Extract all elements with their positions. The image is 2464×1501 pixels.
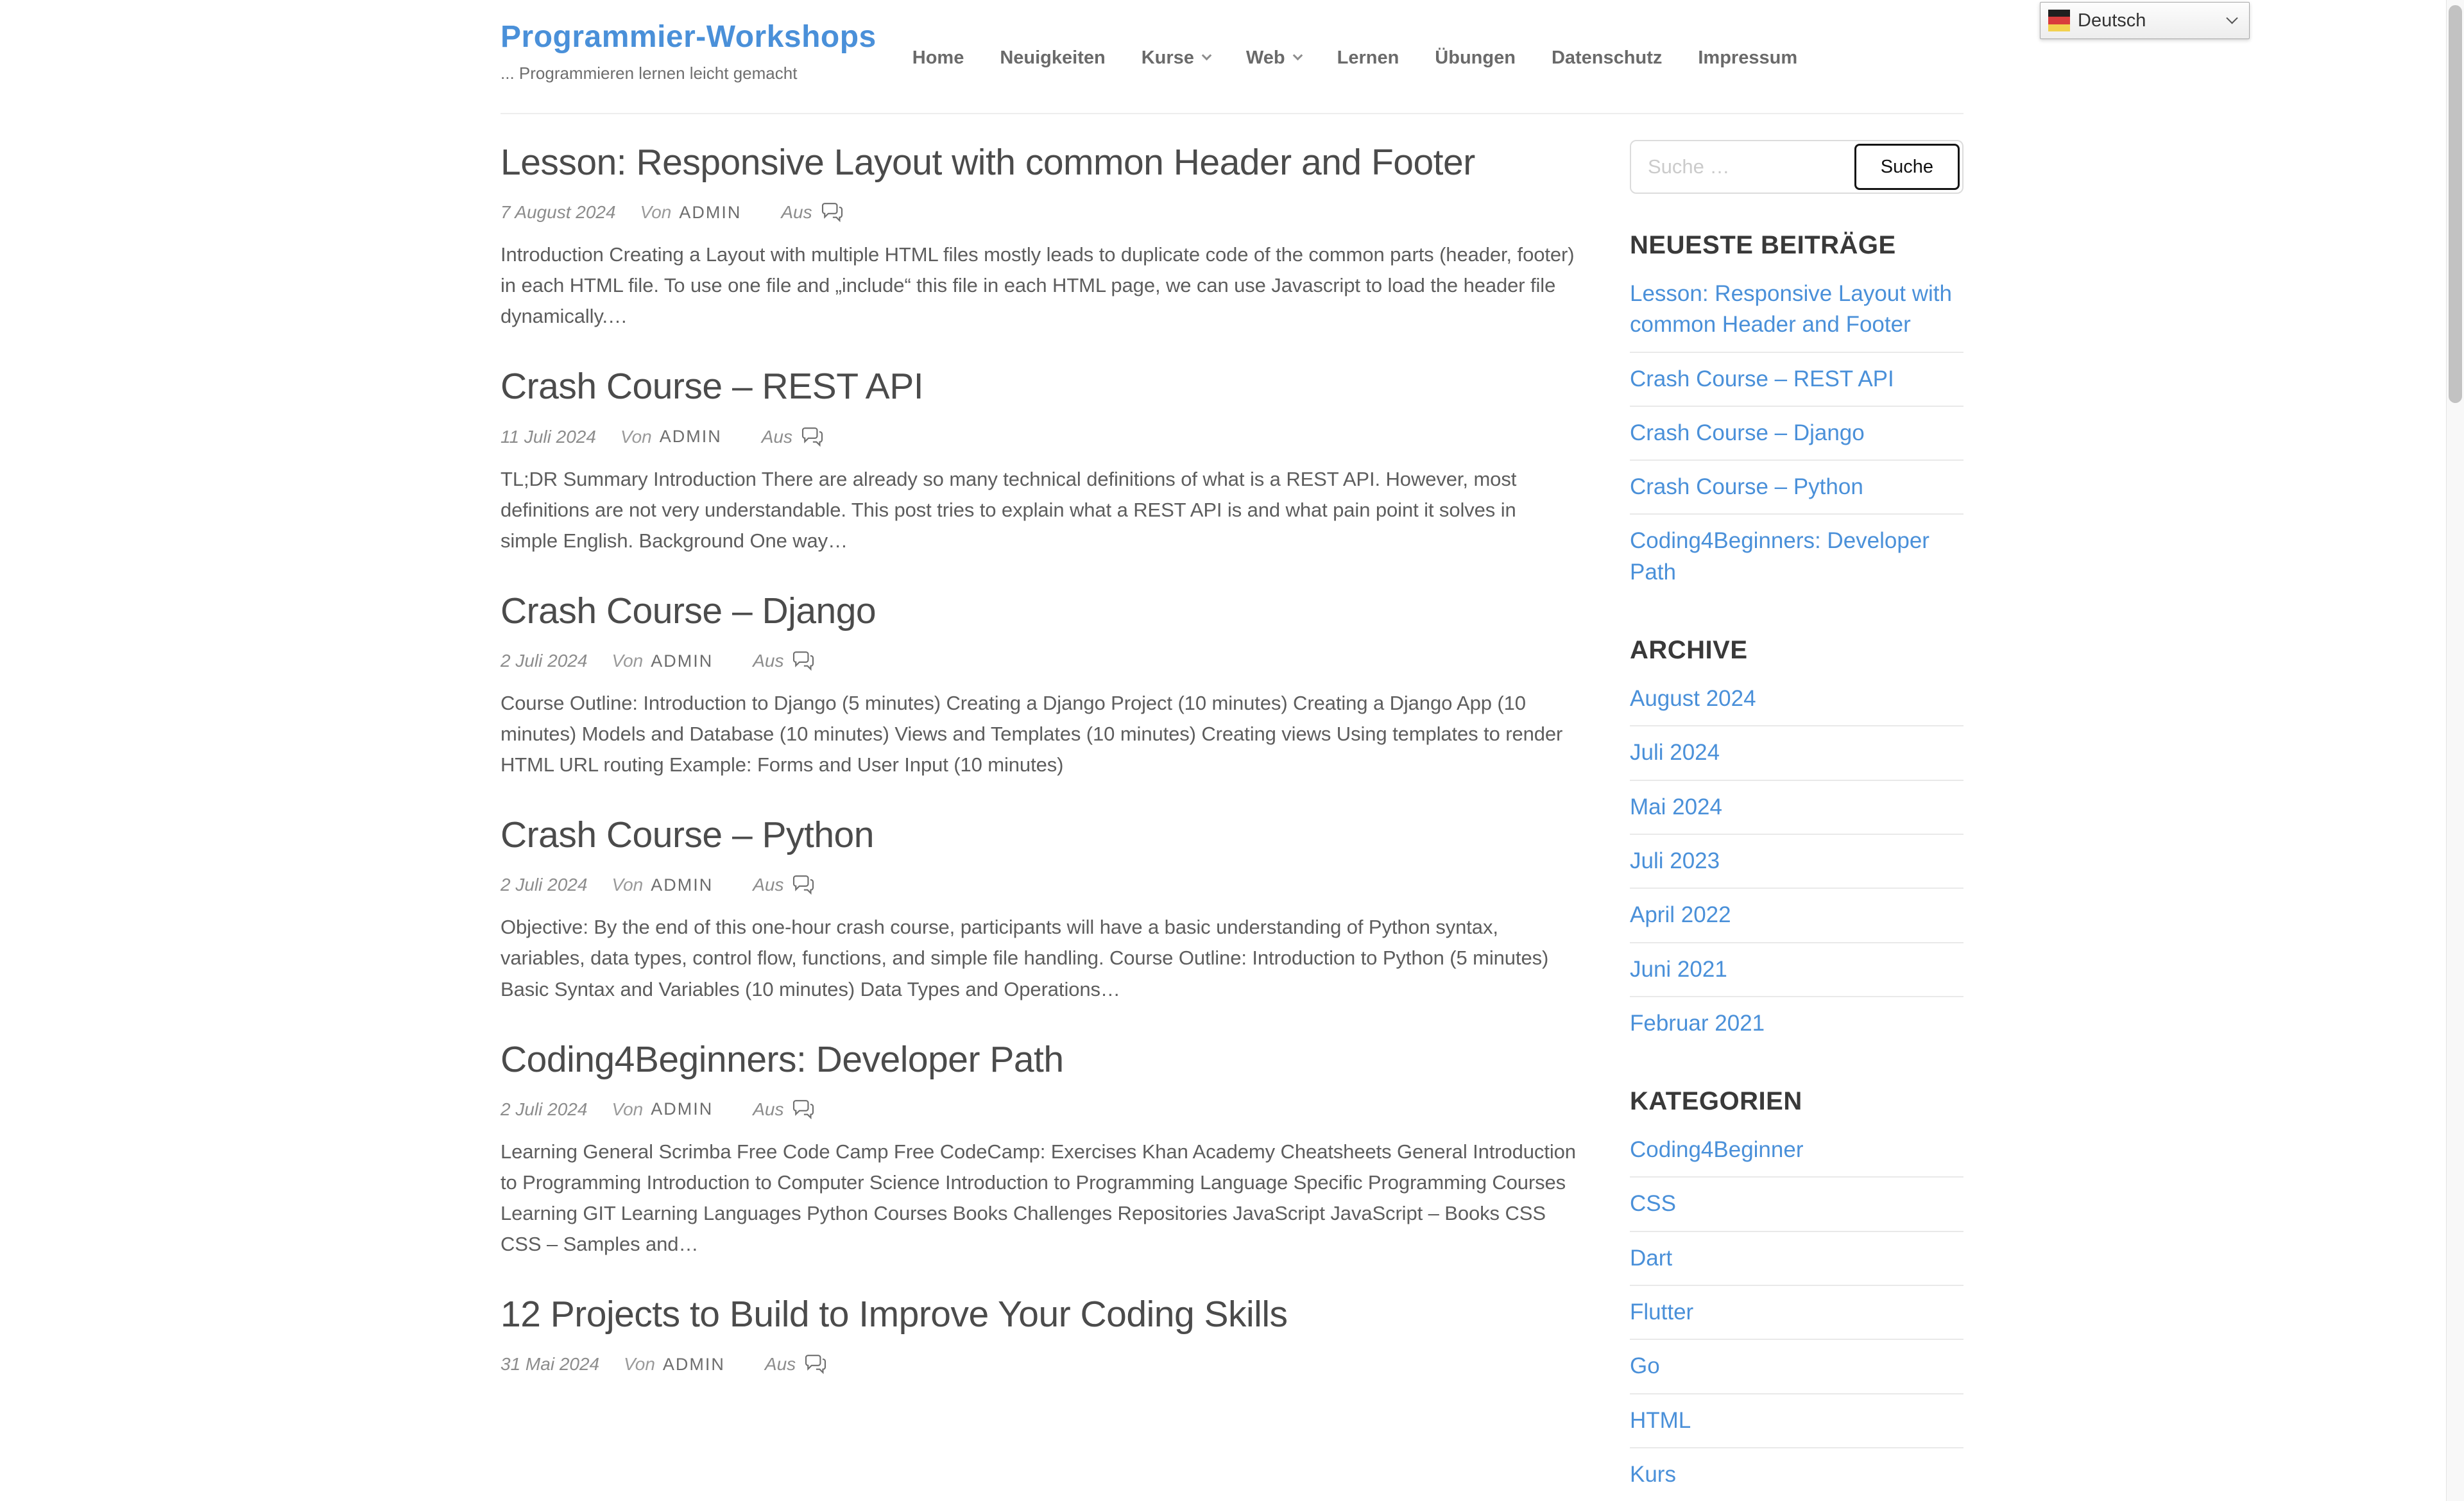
byline-label: Von xyxy=(624,1354,655,1375)
post-title xyxy=(501,812,1579,858)
post-meta xyxy=(501,427,1579,447)
widget-link[interactable]: Kurs xyxy=(1630,1461,1676,1487)
nav-item-impressum[interactable] xyxy=(1698,47,1797,69)
widget-title: NEUESTE BEITRÄGE xyxy=(1630,231,1896,259)
widget-link[interactable]: Juli 2023 xyxy=(1630,848,1720,873)
post-excerpt: Course Outline: Introduction to Django (5 minutes) Creating a Django Project (10 minutes) Creating a Django App (10 minutes) Models and Database (10 minutes) Views and Templates (10 minutes) Creating views Using templates to render HTML URL routing Example: Forms and User Input (10 minutes) xyxy=(501,692,1563,776)
post-title xyxy=(501,1292,1579,1337)
comments-status: Aus xyxy=(764,1354,796,1375)
widget-link[interactable]: Februar 2021 xyxy=(1630,1010,1765,1036)
widget-list-item xyxy=(1630,726,1964,780)
comments-status: Aus xyxy=(753,1099,784,1119)
widget-link[interactable]: Crash Course – REST API xyxy=(1630,366,1894,391)
nav-item-übungen[interactable] xyxy=(1435,47,1516,69)
widget-list-item xyxy=(1630,268,1964,353)
byline-label: Von xyxy=(640,202,672,223)
post-excerpt: Introduction Creating a Layout with multiple HTML files mostly leads to duplicate code of the common parts (header, footer) in each HTML file. To use one file and „include“ this file in each HTML page, we can use Javascript to load the header file dynamically.… xyxy=(501,243,1575,328)
widget-title: ARCHIVE xyxy=(1630,636,1748,665)
post-date: 31 Mai 2024 xyxy=(501,1354,600,1375)
posts-column xyxy=(501,140,1579,1501)
comments-off-icon xyxy=(792,1099,814,1120)
post-meta xyxy=(501,1354,1579,1375)
widget-list-item xyxy=(1630,997,1964,1050)
content-area xyxy=(501,114,1964,1501)
nav-item-label: Datenschutz xyxy=(1551,47,1663,68)
widget-list xyxy=(1630,268,1964,599)
chevron-down-icon xyxy=(1202,51,1212,61)
widget-list-item xyxy=(1630,407,1964,461)
sidebar-widget xyxy=(1630,231,1964,599)
post-author-link[interactable]: ADMIN xyxy=(651,1099,714,1119)
widget-list-item xyxy=(1630,673,1964,726)
nav-item-label: Neuigkeiten xyxy=(1000,47,1106,68)
widget-link[interactable]: Go xyxy=(1630,1353,1660,1379)
post-title-link[interactable]: Crash Course – REST API xyxy=(501,366,924,407)
post xyxy=(501,140,1579,332)
nav-item-web[interactable] xyxy=(1246,47,1301,69)
post-meta xyxy=(501,875,1579,895)
nav-item-label: Übungen xyxy=(1435,47,1516,68)
comments-off-icon xyxy=(801,427,823,447)
post xyxy=(501,364,1579,556)
widget-link[interactable]: Mai 2024 xyxy=(1630,794,1722,819)
post-title xyxy=(501,1037,1579,1083)
widget-title: KATEGORIEN xyxy=(1630,1087,1802,1116)
widget-link[interactable]: August 2024 xyxy=(1630,686,1756,712)
post-meta xyxy=(501,1099,1579,1120)
byline-label: Von xyxy=(612,651,644,671)
post-excerpt: Learning General Scrimba Free Code Camp Free CodeCamp: Exercises Khan Academy Cheatsheets General Introduction to Programming Introduction to Computer Science Introduction to Programming Language Specific Programming Courses Learning GIT Learning Languages Python Courses Books Challenges Repositories JavaScript JavaScript – Books CSS CSS – Samples and… xyxy=(501,1140,1576,1255)
widget-link[interactable]: Crash Course – Django xyxy=(1630,420,1865,445)
byline-label: Von xyxy=(612,875,644,895)
widget-list-item xyxy=(1630,1286,1964,1340)
widget-link[interactable]: CSS xyxy=(1630,1191,1676,1217)
comments-status: Aus xyxy=(781,202,812,223)
post-author-link[interactable]: ADMIN xyxy=(659,427,722,447)
comments-off-icon xyxy=(821,202,843,223)
post-excerpt: TL;DR Summary Introduction There are already so many technical definitions of what is a REST API. However, most definitions are not very understandable. This post tries to explain what a REST API is and what pain point it solves in simple English. Background One way… xyxy=(501,467,1517,552)
site-branding xyxy=(501,19,877,83)
widget-link[interactable]: Juni 2021 xyxy=(1630,956,1727,982)
nav-item-datenschutz[interactable] xyxy=(1552,47,1662,69)
germany-flag-icon xyxy=(2048,10,2070,31)
language-selected-value: Deutsch xyxy=(2078,10,2146,31)
widget-link[interactable]: Juli 2024 xyxy=(1630,740,1720,766)
widget-list-item xyxy=(1630,835,1964,889)
post xyxy=(501,1292,1579,1375)
post-meta xyxy=(501,651,1579,671)
site-title xyxy=(501,19,877,55)
nav-item-label: Kurse xyxy=(1141,47,1194,68)
post-title-link[interactable]: Coding4Beginners: Developer Path xyxy=(501,1038,1064,1080)
widget-list-item xyxy=(1630,515,1964,599)
comments-status: Aus xyxy=(753,651,784,671)
byline-label: Von xyxy=(612,1099,644,1119)
nav-item-label: Impressum xyxy=(1698,47,1798,68)
post-title-link[interactable]: Crash Course – Python xyxy=(501,814,874,856)
comments-status: Aus xyxy=(753,875,784,895)
widget-list xyxy=(1630,673,1964,1050)
chevron-down-icon xyxy=(2226,12,2237,24)
sidebar-widgets xyxy=(1630,231,1964,1501)
widget-link[interactable]: April 2022 xyxy=(1630,902,1731,928)
widget-link[interactable]: Lesson: Responsive Layout with common Header and Footer xyxy=(1630,281,1952,338)
post-meta xyxy=(501,202,1579,223)
widget-list-item xyxy=(1630,781,1964,835)
widget-list-item xyxy=(1630,353,1964,407)
sidebar-widget xyxy=(1630,1087,1964,1501)
widget-link[interactable]: HTML xyxy=(1630,1407,1691,1433)
site-title-link[interactable]: Programmier-Workshops xyxy=(501,20,877,54)
comments-off-icon xyxy=(805,1354,826,1375)
post-title-link[interactable]: 12 Projects to Build to Improve Your Coding Skills xyxy=(501,1294,1288,1335)
language-selector[interactable] xyxy=(2040,2,2250,39)
post-date: 11 Juli 2024 xyxy=(501,426,596,447)
widget-list-item xyxy=(1630,1178,1964,1231)
widget-list xyxy=(1630,1124,1964,1501)
post-date: 2 Juli 2024 xyxy=(501,1099,588,1119)
comments-off-icon xyxy=(792,875,814,895)
widget-list-item xyxy=(1630,1394,1964,1448)
post-title-link[interactable]: Crash Course – Django xyxy=(501,590,877,631)
post-date: 2 Juli 2024 xyxy=(501,651,588,671)
scrollbar-thumb[interactable] xyxy=(2449,5,2462,403)
post-author-link[interactable]: ADMIN xyxy=(651,875,714,895)
nav-item-home[interactable] xyxy=(912,47,964,69)
byline-label: Von xyxy=(620,426,652,447)
widget-link[interactable]: Coding4Beginner xyxy=(1630,1137,1804,1163)
post-title-link[interactable]: Lesson: Responsive Layout with common Header and Footer xyxy=(501,142,1475,183)
post xyxy=(501,812,1579,1004)
site-header xyxy=(501,0,1964,114)
widget-link[interactable]: Crash Course – Python xyxy=(1630,474,1863,500)
post-author-link[interactable]: ADMIN xyxy=(651,651,714,671)
sidebar-widget xyxy=(1630,636,1964,1050)
chevron-down-icon xyxy=(1292,51,1303,61)
post-date: 7 August 2024 xyxy=(501,202,616,223)
widget-link[interactable]: Flutter xyxy=(1630,1299,1694,1325)
search-button[interactable]: Suche xyxy=(1854,144,1960,190)
post xyxy=(501,588,1579,780)
post-title xyxy=(501,588,1579,634)
widget-list-item xyxy=(1630,889,1964,943)
widget-list-item xyxy=(1630,1232,1964,1286)
nav-item-label: Web xyxy=(1245,47,1285,68)
post-excerpt: Objective: By the end of this one-hour crash course, participants will have a basic understanding of Python syntax, variables, data types, control flow, functions, and simple file handling. Course Outline: Introduction to Python (5 minutes) Basic Syntax and Variables (10 minutes) Data Types and Operations… xyxy=(501,916,1549,1000)
page-scrollbar[interactable] xyxy=(2446,0,2464,1501)
main-nav xyxy=(912,47,1797,69)
widget-list-item xyxy=(1630,461,1964,515)
widget-list-item xyxy=(1630,1124,1964,1178)
widget-link[interactable]: Coding4Beginners: Developer Path xyxy=(1630,528,1929,585)
sidebar xyxy=(1630,140,1964,1501)
nav-item-label: Home xyxy=(912,47,964,68)
nav-item-lernen[interactable] xyxy=(1337,47,1399,69)
comments-status: Aus xyxy=(761,426,792,447)
post-date: 2 Juli 2024 xyxy=(501,875,588,895)
nav-item-label: Lernen xyxy=(1337,47,1399,68)
site-tagline: ... Programmieren lernen leicht gemacht xyxy=(501,64,798,83)
post-author-link[interactable]: ADMIN xyxy=(662,1354,725,1374)
post xyxy=(501,1037,1579,1260)
widget-list-item xyxy=(1630,1448,1964,1501)
post-author-link[interactable]: ADMIN xyxy=(679,202,742,222)
search-form xyxy=(1630,140,1964,194)
page-container xyxy=(501,0,1964,1501)
nav-item-neuigkeiten[interactable] xyxy=(1000,47,1105,69)
widget-list-item xyxy=(1630,943,1964,997)
post-title xyxy=(501,140,1579,185)
widget-link[interactable]: Dart xyxy=(1630,1245,1673,1271)
nav-item-kurse[interactable] xyxy=(1142,47,1210,69)
widget-list-item xyxy=(1630,1340,1964,1394)
comments-off-icon xyxy=(792,651,814,671)
post-title xyxy=(501,364,1579,409)
